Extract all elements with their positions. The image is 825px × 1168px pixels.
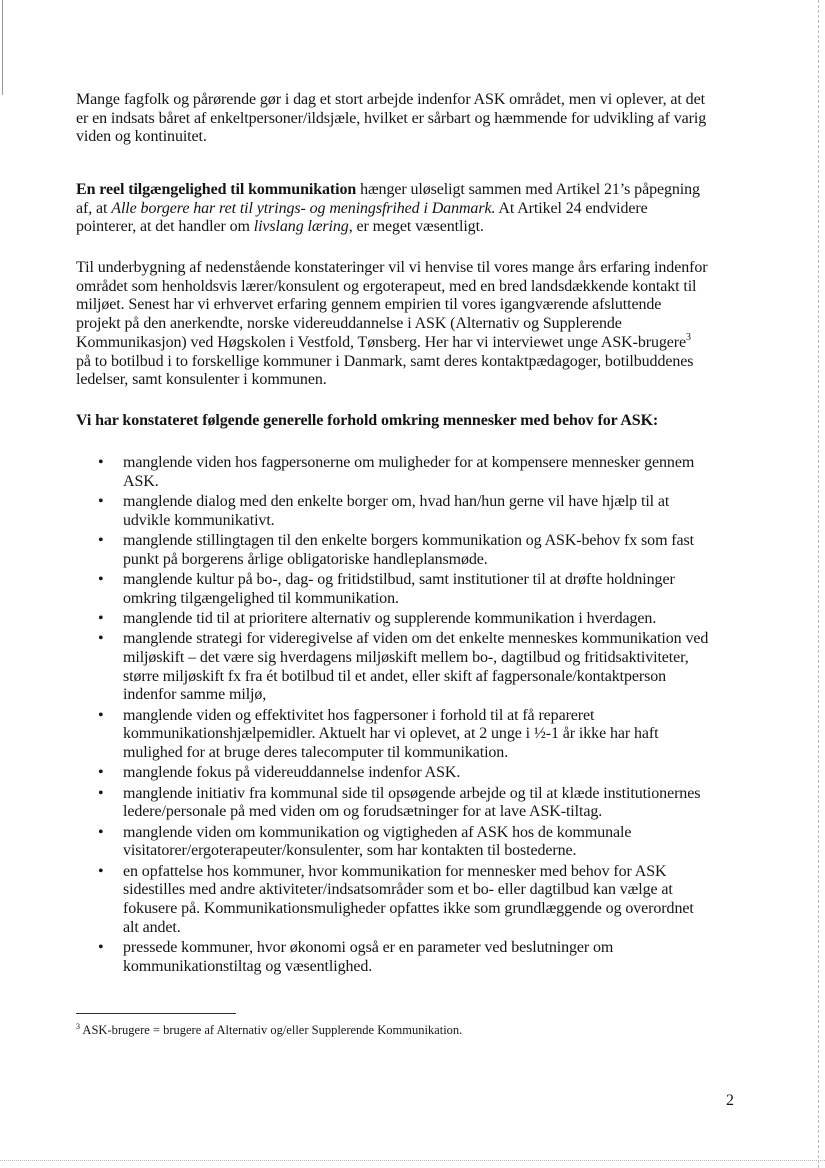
list-item-text: manglende stillingtagen til den enkelte borgers kommunikation og ASK-behov fx som fast punkt på borgerens årlige obligatoriske handleplansmøde. — [123, 532, 695, 568]
bullet-icon: • — [98, 862, 104, 880]
list-item — [76, 532, 756, 569]
bullet-icon: • — [98, 764, 104, 782]
bullet-icon: • — [98, 939, 104, 957]
text: , er meget væsentligt. — [348, 218, 484, 236]
italic-quote: Alle borgere har ret til ytrings- og meningsfrihed i Danmark. — [111, 199, 496, 217]
list-item — [76, 764, 756, 783]
list-item-text: manglende viden om kommunikation og vigtigheden af ASK hos de kommunale visitatorer/ergoterapeuter/konsulenter, som har kontakten til bostederne. — [123, 823, 632, 860]
scan-edge-left — [2, 0, 3, 95]
list-item — [76, 939, 756, 976]
footnote-text: ASK-brugere = brugere af Alternativ og/eller Supplerende Kommunikation. — [80, 1023, 463, 1037]
findings-list — [76, 454, 756, 978]
text: hænger uløseligt sammen med Artikel 21’s påpegning af, at — [76, 181, 700, 217]
list-item — [76, 707, 756, 763]
bullet-icon: • — [98, 630, 104, 648]
scan-edge-right — [818, 0, 819, 1168]
footnote-divider — [76, 1013, 236, 1014]
paragraph-intro: Mange fagfolk og pårørende gør i dag et stort arbejde indenfor ASK området, men vi oplever, at det er en indsats båret af enkeltpersoner/ildsjæle, hvilket er sårbart og hæmmende for udvikling af varig viden og kontinuitet. — [76, 91, 707, 146]
list-item-text: manglende initiativ fra kommunal side til opsøgende arbejde og til at klæde institutionernes ledere/personale på med viden om og forudsætninger for at lave ASK-tiltag. — [123, 784, 701, 821]
text: på to botilbud i to forskellige kommuner i Danmark, samt deres kontaktpædagoger, botilbuddenes ledelser, samt konsulenter i kommunen. — [76, 352, 694, 389]
footnote — [76, 1023, 462, 1038]
bullet-icon: • — [98, 493, 104, 510]
paragraph-accessibility — [76, 181, 756, 237]
text: At Artikel 24 endvidere pointerer, at det handler om — [76, 199, 648, 236]
paragraph-background — [76, 259, 756, 390]
scan-edge-bottom — [0, 1160, 825, 1161]
text: Til underbygning af nedenstående konstateringer vil vi henvise til vores mange års erfaring indenfor området som henholdsvis lærer/konsulent og ergoterapeut, med en bred landsdækkende kontakt til miljøet. Senest har vi erhvervet erfaring gennem empirien til vores igangværende afsluttende projekt på den anerkendte, norske videreuddannelse i ASK (Alternativ og Supplerende Kommunikasjon) ved Høgskolen i Vestfold, Tønsberg. Her har vi interviewet unge ASK-brugere — [76, 259, 708, 351]
footnote-number: 3 — [76, 1022, 80, 1031]
list-item-text: en opfattelse hos kommuner, hvor kommunikation for mennesker med behov for ASK sidestilles med andre aktiviteter/indsatsområder som et bo- eller dagtilbud kan vælge at fokusere på. Kommunikationsmuligheder opfattes ikke som grundlæggende og overordnet alt andet. — [123, 862, 694, 936]
list-item — [76, 824, 756, 861]
list-item — [76, 785, 756, 822]
bullet-icon: • — [98, 610, 104, 627]
footnote-reference: 3 — [686, 331, 691, 343]
list-item-text: manglende kultur på bo-, dag- og fritidstilbud, samt institutioner til at drøfte holdninger omkring tilgængelighed til kommunikation. — [123, 571, 675, 607]
bullet-icon: • — [98, 454, 104, 471]
bullet-icon: • — [98, 706, 104, 724]
list-item-text: manglende viden og effektivitet hos fagpersoner i forhold til at få repareret kommunikationshjælpemidler. Aktuelt har vi oplevet, at 2 unge i ½-1 år ikke har haft mulighed for at bruge deres talecomputer til kommunikation. — [123, 706, 659, 762]
bullet-icon: • — [98, 571, 104, 588]
list-item-text: manglende fokus på videreuddannelse indenfor ASK. — [123, 764, 461, 782]
list-item — [76, 863, 756, 938]
list-item — [76, 610, 756, 629]
bullet-icon: • — [98, 823, 104, 841]
bullet-icon: • — [98, 532, 104, 549]
list-item-text: manglende dialog med den enkelte borger om, hvad han/hun gerne vil have hjælp til at udvikle kommunikativt. — [123, 493, 670, 529]
list-item-text: manglende strategi for videregivelse af viden om det enkelte menneskes kommunikation ved miljøskift – det være sig hverdagens miljøskift mellem bo-, dagtilbud og fritidsaktiviteter, større miljøskift fx fra ét botilbud til et andet, eller skift af fagpersonale/kontaktperson indenfor samme miljø, — [123, 630, 709, 704]
list-item-text: manglende viden hos fagpersonerne om muligheder for at kompensere mennesker gennem ASK. — [123, 454, 695, 490]
list-item-text: pressede kommuner, hvor økonomi også er en parameter ved beslutninger om kommunikationstiltag og væsentlighed. — [123, 939, 614, 975]
list-item-text: manglende tid til at prioritere alternativ og supplerende kommunikation i hverdagen. — [123, 610, 657, 627]
list-item — [76, 454, 756, 491]
bold-phrase: En reel tilgængelighed til kommunikation — [76, 181, 357, 198]
list-item — [76, 630, 756, 705]
list-item — [76, 571, 756, 608]
page-number: 2 — [726, 1092, 734, 1109]
italic-phrase: livslang læring — [253, 218, 349, 236]
list-item — [76, 493, 756, 530]
bullet-icon: • — [98, 784, 104, 802]
section-heading: Vi har konstateret følgende generelle forhold omkring mennesker med behov for ASK: — [76, 412, 659, 429]
